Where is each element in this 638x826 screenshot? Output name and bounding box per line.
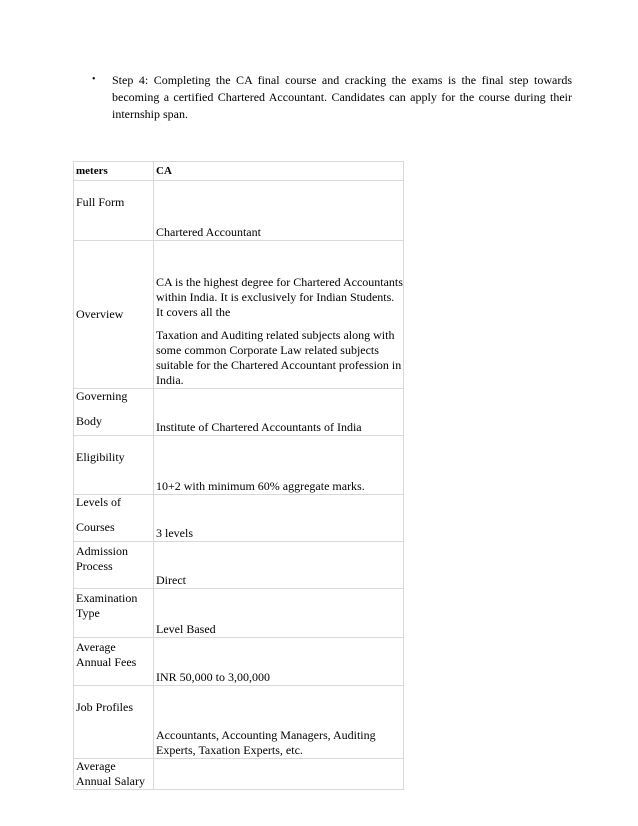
- table-row: [74, 686, 404, 759]
- overview-paragraph-2: Taxation and Auditing related subjects along with some common Corporate Law related subjects suitable for the Chartered Accountant profession in India.: [156, 328, 402, 387]
- row-label: Overview: [74, 241, 154, 389]
- row-value: Accountants, Accounting Managers, Auditing Experts, Taxation Experts, etc.: [154, 686, 404, 759]
- table-row: [74, 241, 404, 389]
- row-label-line-1: Levels of: [76, 495, 121, 509]
- bullet-text: Step 4: Completing the CA final course and cracking the exams is the final step towards becoming a certified Chartered Accountant. Candidates can apply for the course during their internship span.: [112, 73, 572, 121]
- row-value: Level Based: [154, 589, 404, 638]
- row-label-line-2: Body: [76, 414, 103, 428]
- table-row: [74, 389, 404, 436]
- table-row: [74, 495, 404, 542]
- row-label: [74, 389, 154, 436]
- table-row: [74, 589, 404, 638]
- row-value: INR 50,000 to 3,00,000: [154, 638, 404, 686]
- row-label: Eligibility: [74, 436, 154, 495]
- row-label: Full Form: [74, 181, 154, 241]
- row-label: Average Annual Salary: [74, 759, 154, 790]
- row-value: 3 levels: [154, 495, 404, 542]
- comparison-table: [73, 161, 404, 790]
- row-value: Chartered Accountant: [154, 181, 404, 241]
- row-value: Institute of Chartered Accountants of India: [154, 389, 404, 436]
- header-parameter: meters: [74, 162, 154, 181]
- header-course: CA: [154, 162, 404, 181]
- row-label: Average Annual Fees: [74, 638, 154, 686]
- row-label-line-1: Governing: [76, 389, 128, 403]
- row-value: [154, 759, 404, 790]
- overview-paragraph-1: CA is the highest degree for Chartered Accountants within India. It is exclusively for Indian Students. It covers all the: [156, 275, 403, 319]
- table-row: [74, 181, 404, 241]
- row-value: Direct: [154, 542, 404, 589]
- row-label-line-2: Courses: [76, 520, 115, 534]
- row-label: [74, 495, 154, 542]
- bullet-item: [92, 72, 572, 123]
- row-value: 10+2 with minimum 60% aggregate marks.: [154, 436, 404, 495]
- row-label: Job Profiles: [74, 686, 154, 759]
- table-row: [74, 759, 404, 790]
- row-label: Examination Type: [74, 589, 154, 638]
- row-label: Admission Process: [74, 542, 154, 589]
- table-row: [74, 638, 404, 686]
- table-header-row: [74, 162, 404, 181]
- row-value: [154, 241, 404, 389]
- bullet-icon: •: [92, 74, 96, 85]
- table-row: [74, 436, 404, 495]
- table-row: [74, 542, 404, 589]
